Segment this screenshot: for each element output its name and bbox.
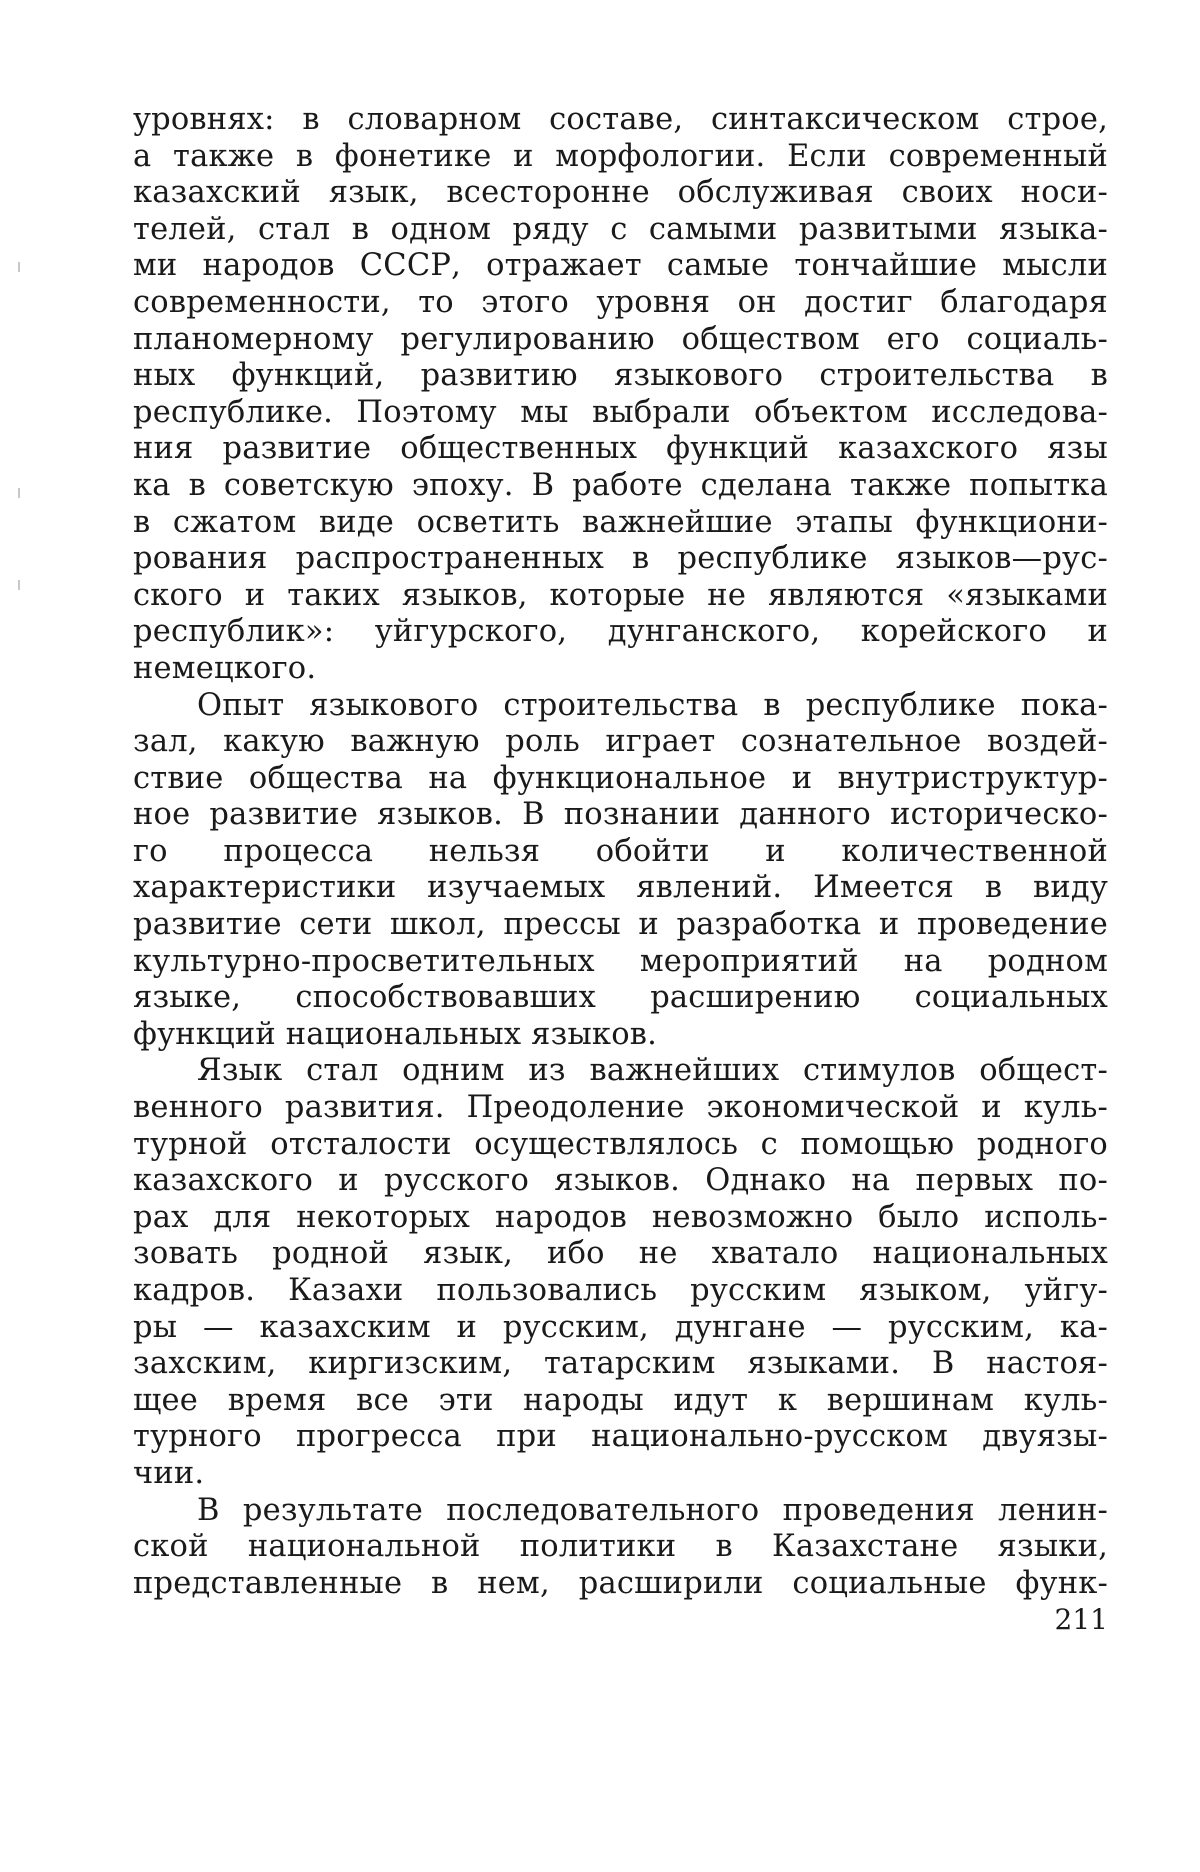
- text-line: представленные в нем, расширили социальные функ-: [133, 1565, 1108, 1601]
- scan-margin-mark: [18, 580, 20, 590]
- text-line: а также в фонетике и морфологии. Если современный: [133, 138, 1108, 174]
- text-line: казахский язык, всесторонне обслуживая своих носи-: [133, 175, 1108, 211]
- body-text: [133, 102, 1108, 1602]
- text-line: ное развитие языков. В познании данного историческо-: [133, 797, 1108, 833]
- text-line: рах для некоторых народов невозможно было исполь-: [133, 1199, 1108, 1235]
- scan-margin-mark: [18, 488, 20, 498]
- text-line: ных функций, развитию языкового строительства в: [133, 358, 1108, 394]
- text-line: захским, киргизским, татарским языками. В настоя-: [133, 1346, 1108, 1382]
- text-line: в сжатом виде осветить важнейшие этапы функциони-: [133, 504, 1108, 540]
- text-line: республик»: уйгурского, дунганского, корейского и: [133, 614, 1108, 650]
- text-line: языке, способствовавших расширению социальных: [133, 980, 1108, 1016]
- paragraph-first-line: Опыт языкового строительства в республике пока-: [197, 687, 1108, 723]
- text-line: щее время все эти народы идут к вершинам куль-: [133, 1382, 1108, 1418]
- page-number: 211: [1054, 1603, 1108, 1636]
- text-line: ской национальной политики в Казахстане языки,: [133, 1529, 1108, 1565]
- text-line: турного прогресса при национально-русском двуязы-: [133, 1419, 1108, 1455]
- text-line: уровнях: в словарном составе, синтаксическом строе,: [133, 102, 1108, 137]
- text-line: кадров. Казахи пользовались русским языком, уйгу-: [133, 1273, 1108, 1308]
- scan-margin-mark: [18, 262, 20, 272]
- text-line: телей, стал в одном ряду с самыми развитыми языка-: [133, 211, 1108, 247]
- text-line: ры — казахским и русским, дунгане — русским, ка-: [133, 1309, 1108, 1345]
- text-line: венного развития. Преодоление экономической и куль-: [133, 1090, 1108, 1126]
- text-line: го процесса нельзя обойти и количественной: [133, 833, 1108, 869]
- text-line: турной отсталости осуществлялось с помощью родного: [133, 1126, 1108, 1162]
- text-line: развитие сети школ, прессы и разработка и проведение: [133, 907, 1108, 943]
- text-line: немецкого.: [133, 650, 317, 686]
- text-line: ми народов СССР, отражает самые тончайшие мысли: [133, 248, 1108, 284]
- paragraph-first-line: Язык стал одним из важнейших стимулов общест-: [197, 1053, 1108, 1089]
- text-line: казахского и русского языков. Однако на первых по-: [133, 1163, 1108, 1199]
- text-line: республике. Поэтому мы выбрали объектом исследова-: [133, 394, 1108, 430]
- text-line: зовать родной язык, ибо не хватало национальных: [133, 1236, 1108, 1272]
- paragraph-first-line: В результате последовательного проведения ленин-: [197, 1492, 1108, 1528]
- text-line: рования распространенных в республике языков—рус-: [133, 541, 1108, 577]
- text-line: современности, то этого уровня он достиг благодаря: [133, 284, 1108, 320]
- text-line: чии.: [133, 1455, 205, 1491]
- text-line: ка в советскую эпоху. В работе сделана также попытка: [133, 467, 1108, 503]
- text-line: ствие общества на функциональное и внутриструктур-: [133, 760, 1108, 796]
- text-line: планомерному регулированию обществом его социаль-: [133, 321, 1108, 357]
- text-line: функций национальных языков.: [133, 1016, 658, 1052]
- text-line: характеристики изучаемых явлений. Имеется в виду: [133, 870, 1108, 906]
- text-line: зал, какую важную роль играет сознательное воздей-: [133, 724, 1108, 760]
- text-line: ского и таких языков, которые не являются «языками: [133, 577, 1108, 613]
- text-line: ния развитие общественных функций казахского язы: [133, 431, 1108, 467]
- text-line: культурно-просветительных мероприятий на родном: [133, 943, 1108, 979]
